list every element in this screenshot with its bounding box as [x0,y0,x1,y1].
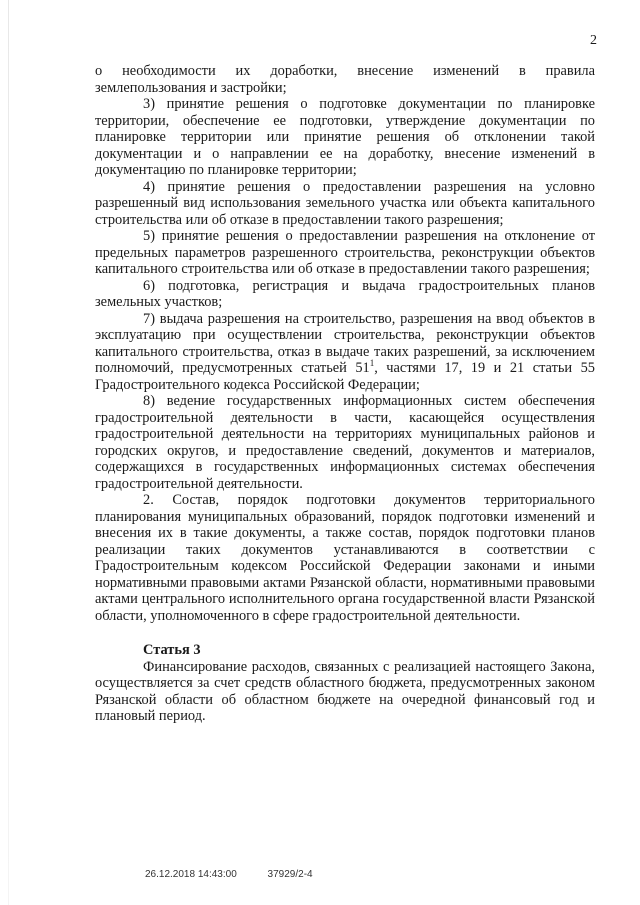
list-item-7-tail: , частями 17, 19 и 21 статьи 55 Градостроительного кодекса Российской Федерации; [95,360,595,393]
list-item-3: 3) принятие решения о подготовке документации по планировке территории, обеспечение ее подготовки, утверждение документации по планировке территории или принятие решения об отклонении такой документации и о направлении ее на доработку, внесение изменений в документацию по планировке территории; [95,96,595,178]
superscript: 1 [369,358,375,369]
document-body [95,63,595,725]
list-item-5: 5) принятие решения о предоставлении разрешения на отклонение от предельных параметров разрешенного строительства, реконструкции объектов капитального строительства или об отказе в предоставлении такого разрешения; [95,228,595,277]
list-item-6: 6) подготовка, регистрация и выдача градостроительных планов земельных участков; [95,277,595,310]
page-number: 2 [590,33,597,48]
scan-edge [8,0,9,905]
paragraph-continuation: о необходимости их доработки, внесение изменений в правила землепользования и застройки; [95,63,595,96]
footer [145,869,341,880]
footer-timestamp: 26.12.2018 14:43:00 [145,869,237,880]
article-text: Финансирование расходов, связанных с реализацией настоящего Закона, осуществляется за счет средств областного бюджета, предусмотренных законом Рязанской области об областном бюджете на очередной финансовый год и плановый период. [95,658,595,724]
list-item-4: 4) принятие решения о предоставлении разрешения на условно разрешенный вид использования земельного участка или объекта капитального строительства или об отказе в предоставлении такого разрешения; [95,178,595,228]
list-item-7 [95,311,595,394]
footer-doc-code: 37929/2-4 [267,869,313,880]
paragraph-2: 2. Состав, порядок подготовки документов территориального планирования муниципальных образований, порядок подготовки изменений и внесения их в такие документы, а также состав, порядок подготовки планов реализации таких документов устанавливаются в соответствии с Градостроительным кодексом Российской Федерации законами и иными нормативными правовыми актами Рязанской области, нормативными правовыми актами центрального исполнительного органа государственной власти Рязанской области, уполномоченного в сфере градостроительной деятельности. [95,492,595,624]
article-title: Статья 3 [143,642,201,658]
list-item-8: 8) ведение государственных информационных систем обеспечения градостроительной деятельности в части, касающейся осуществления градостроительной деятельности на территориях муниципальных районов и городских округов, и предоставление сведений, документов и материалов, содержащихся в государственных информационных системах обеспечения градостроительной деятельности. [95,393,595,492]
list-item-7-text: 7) выдача разрешения на строительство, разрешения на ввод объектов в эксплуатацию при осуществлении строительства, реконструкции объектов капитального строительства, отказ в выдаче таких разрешений, за исключением полномочий, предусмотренных статьей 51 [95,310,595,376]
